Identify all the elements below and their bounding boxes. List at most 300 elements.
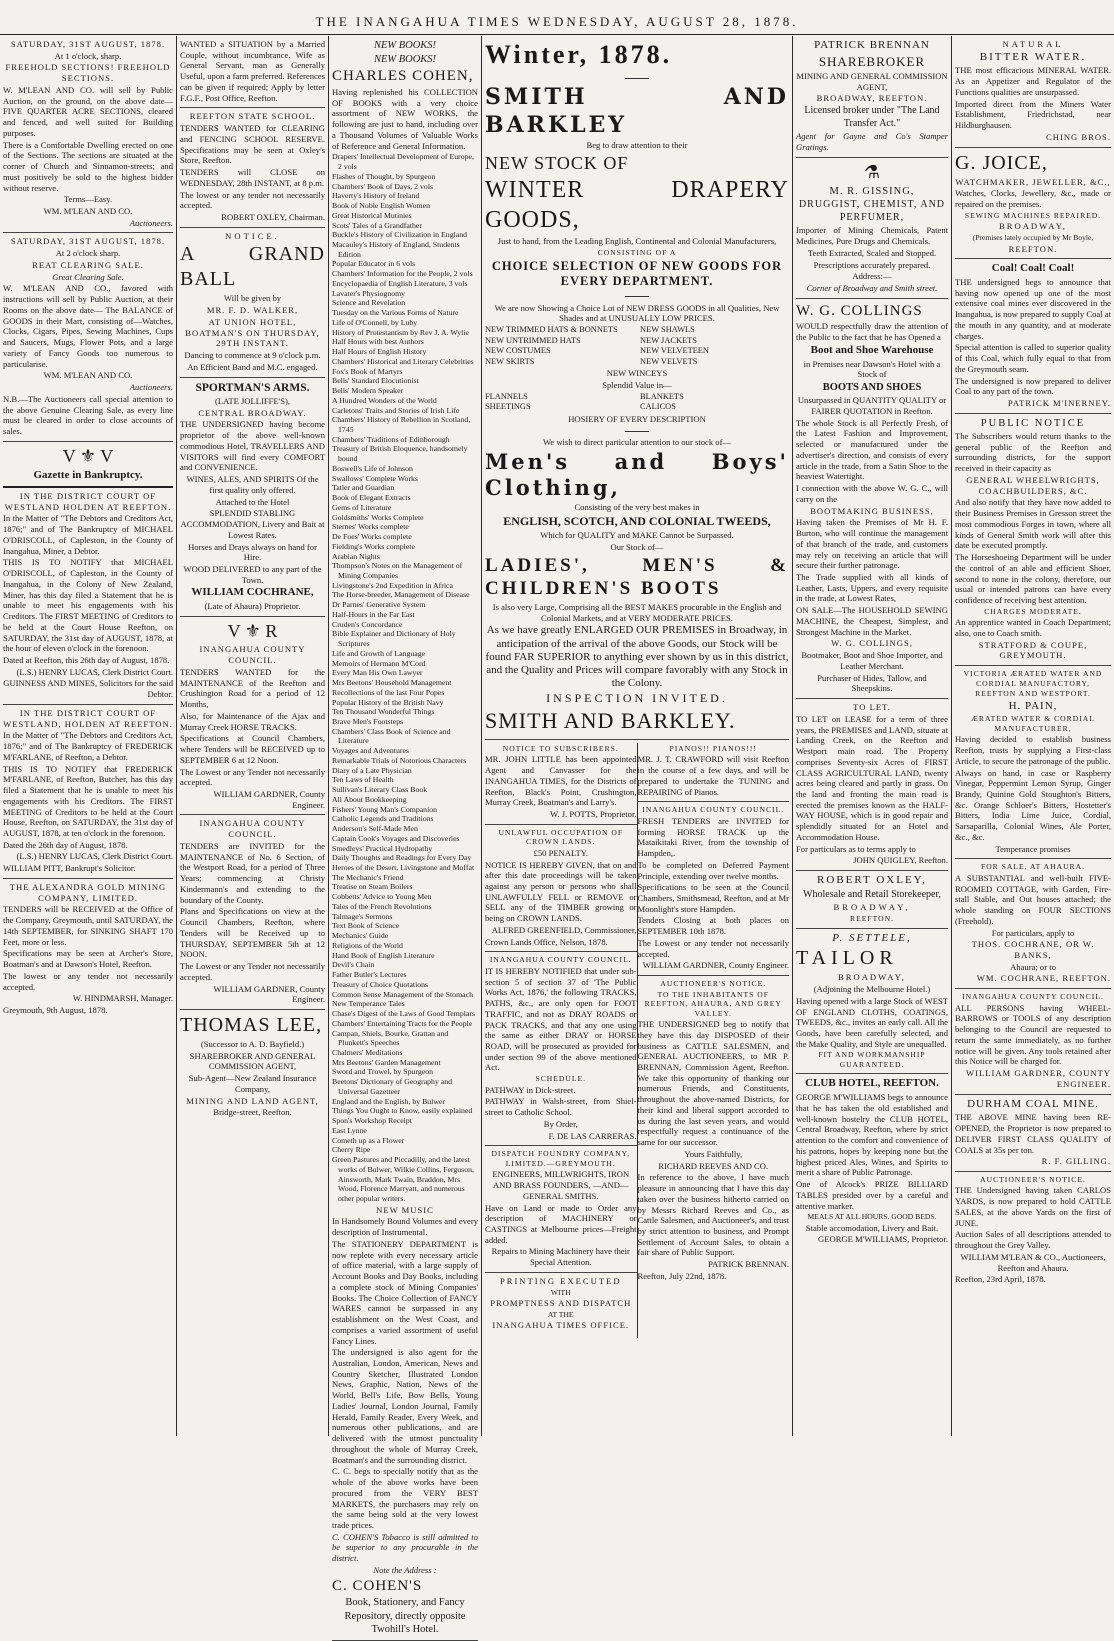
ad-note: The lowest or any tender not necessarily accepted. [180, 189, 325, 211]
ad-title: M. R. GISSING, [829, 186, 915, 198]
list-item: SHEETINGS [485, 402, 531, 412]
ad-patrick-brennan [796, 39, 948, 158]
ad-bitter-water [955, 39, 1111, 148]
ad-body: There is a Comfortable Dwelling erected on one of the Sections. The sections are situated at the corner of Church and Sinnamon-streets; and must positively be sold to the highest bidder without reserve. [3, 139, 173, 193]
ad-collings-boots [796, 302, 948, 699]
ad-body: In reference to the above, I have much pleasure in announcing that I have this day taken over the business hitherto carried on by Messrs Richard Reeves and Co., as Cattle Salesmen, and Auctioneer's, and trust by strict attention to business, and Prompt Settlement of Account Sales, to obtain a fair share of Public Support. [637, 1172, 789, 1258]
ad-gazette-bankruptcy-2 [3, 708, 173, 879]
list-item: NEW VELVETS [640, 356, 698, 366]
ad-heading: VICTORIA ÆRATED WATER AND CORDIAL MANUFACTORY, [963, 669, 1103, 688]
list-item: Anderson's Self-Made Men [332, 824, 418, 834]
list-item: The Mechanic's Friend [332, 872, 404, 882]
list-item: PATHWAY in Dick-street. [485, 1084, 576, 1095]
ad-clearing-sale [3, 236, 173, 441]
ad-body: Which for QUALITY and MAKE Cannot be Surpassed. [540, 530, 734, 541]
ad-aerated-water [955, 669, 1111, 859]
ad-body: AT UNION HOTEL, BOATMAN'S ON THURSDAY, 29TH INSTANT. [185, 316, 320, 349]
court-matter: In the Matter of "The Debtors and Creditors Act, 1876;" and of The Bankruptcy of FREDERICK M'FARLANE, of Reefton, a Debtor. [3, 730, 173, 762]
ad-signature: W. J. POTTS, Proprietor. [550, 809, 637, 820]
ad-title: BITTER WATER. [979, 50, 1087, 63]
ad-body: Is also very Large, Comprising all the BEST MAKES procurable in the English and Colonial Markets, and at VERY MODERATE PRICES. [492, 602, 782, 623]
list-item: Cometh up as a Flower [332, 1135, 405, 1145]
list-item: Great Historical Mutinies [332, 210, 412, 220]
value-list-left [485, 392, 634, 413]
ad-body: Will be given by [223, 293, 282, 304]
ad-signature: F. DE LAS CARRERAS. [548, 1130, 637, 1141]
ad-body: W. M'LEAN AND CO. will sell by Public Auction, on the ground, on the above date— FIVE QUARTER ACRE SECTIONS, cleared and fenced, and well suited for Building purposes. [3, 84, 173, 138]
section-title: Gazette in Bankruptcy. [33, 469, 143, 482]
ad-signature: WILLIAM GARDNER, County Engineer. [642, 960, 789, 971]
list-item: Ten Laws of Health [332, 775, 394, 785]
ad-title: G. JOICE, [955, 151, 1048, 174]
ad-body: Our Stock of— [610, 541, 664, 552]
ad-place: BROADWAY, REEFTON. [816, 93, 928, 104]
ad-heading: FOR SALE, AT AHAURA. [980, 862, 1086, 872]
ad-charles-cohen [332, 39, 478, 1641]
ad-body: We are now Showing a Choice Lot of NEW DRESS GOODS in all Qualities, New Shades and at UNUSUALLY LOW PRICES. [494, 302, 780, 324]
ad-body: MR. JOHN LITTLE has been appointed Agent and Canvasser for the INANGAHUA TIMES, for the Districts of Reefton, Black's Point, Crushington, Murray Creek, Boatman's and Larry's. [485, 754, 637, 808]
ad-signature: WM. M'LEAN AND CO. [43, 206, 133, 217]
ad-subheading: Wholesale and Retail Storekeeper, [803, 888, 941, 900]
ad-body: Tenders Closing at both places on SEPTEMBER 10th 1878. [637, 915, 789, 937]
ad-signature: ROBERT OXLEY, Chairman. [221, 212, 325, 223]
bottom-left [485, 743, 637, 1338]
list-item: Chambers' Historical and Literary Celebrities [332, 356, 474, 366]
list-item: NEW WINCEYS [606, 368, 668, 379]
ad-signature: WILLIAM M'LEAN & CO., Auctioneers, Reefton and Ahaura. [960, 1251, 1106, 1273]
ad-body: We wish to direct particular attention to our stock of— [542, 437, 732, 448]
ad-note: The lowest or any tender not necessarily accepted. [3, 970, 173, 992]
ad-heading: NOTICE. [225, 230, 280, 241]
list-item: Chambers' Class Book of Science and Literature [332, 726, 451, 746]
ad-title: SMITH AND BARKLEY [485, 84, 789, 138]
list-item: Religions of the World [332, 940, 403, 950]
ad-title: DURHAM COAL MINE. [967, 1097, 1099, 1110]
ad-body: Having decided to establish business Reefton, trusts by supplying a First-class Article, to secure the patronage of the public. [955, 734, 1111, 766]
list-item: Text Book of Science [332, 921, 400, 931]
royal-crest-icon: V ⚜ R [227, 620, 278, 641]
list-item: PATHWAY in Walsh-street, from Shiel-street to Catholic School. [485, 1096, 637, 1118]
list-item: Daily Thoughts and Readings for Every Day [332, 853, 472, 863]
ad-coal [955, 262, 1111, 414]
column-1 [0, 36, 176, 1436]
list-item: England and the English, by Bulwer [332, 1096, 446, 1106]
ad-body: TO LET on LEASE for a term of three years, the PREMISES and LAND, situate at Landing Creek, on the Reefton and Westport main road. The Property comprises Seventy-six Acres of FIRST CLASS AGRICULTURAL LAND, twenty acres being cleared and partly in grass. On the land and fronting the main road is erected the premises known as the HALF-WAY HOUSE, which is in good repair and splendidly situated for an Hotel and Accommodation House. [796, 713, 948, 842]
ad-signature: JOHN QUIGLEY, Reefton. [853, 855, 948, 866]
ad-heading: NEW BOOKS! [373, 54, 437, 66]
ad-body: SPLENDID STABLING ACCOMMODATION, Livery and Bait at Lowest Rates. [180, 508, 325, 540]
court-signature: (L.S.) HENRY LUCAS, Clerk District Court. [16, 851, 173, 862]
list-item: Mechanics' Guide [332, 931, 389, 941]
ad-title: Coal! Coal! Coal! [991, 262, 1075, 275]
list-item: Popular Educator in 6 vols [332, 259, 416, 269]
list-item: Livingstone's 2nd Expedition in Africa [332, 580, 453, 590]
list-item: Captain Cook's Voyages and Discoveries [332, 833, 460, 843]
ad-role: (Late of Ahaura) Proprietor. [204, 601, 301, 612]
list-item: Treasury of British Eloquence, handsomely bound [332, 444, 468, 464]
ad-heading: INANGAHUA COUNTY COUNCIL. [489, 955, 632, 965]
ad-body: Specifications to be seen at the Council Chambers, Smithsmead, Reefton, and at Mr Moonlight's store Hampden. [637, 882, 789, 914]
ad-freehold-sections [3, 39, 173, 233]
list-item: CALICOS [640, 402, 676, 412]
ad-body: The whole Stock is all Perfectly Fresh, of the Latest Fashion and Improvement, selected or manufactured under the advertiser's direction, and consists of every article in the trade, from a Satin Shoe to the heaviest Watertight. [796, 417, 948, 482]
ad-body: Address:— [852, 271, 892, 282]
list-item: De Foes' Works complete [332, 532, 412, 542]
ad-crown-lands [485, 828, 637, 953]
court-solicitor: WILLIAM PITT, Bankrupt's Solicitor. [3, 863, 136, 874]
list-item: HOSIERY OF EVERY DESCRIPTION [568, 413, 706, 424]
ad-title: W. G. COLLINGS [796, 302, 923, 319]
ad-body: Special attention is called to superior quality of this Coal, which fully equal to that from the Greymouth seam. [955, 342, 1111, 374]
ad-subheading: (LATE JOLLIFFE'S), [214, 396, 291, 406]
ad-signature: RICHARD REEVES AND CO. [658, 1160, 769, 1171]
ad-durham-coal [955, 1098, 1111, 1172]
ad-pianos [638, 744, 790, 802]
ad-subheading: Boot and Shoe Warehouse [810, 343, 934, 356]
court-solicitor: GUINNESS AND MINES, Solicitors for the said Debtor. [3, 678, 173, 700]
ad-joice-watchmaker [955, 151, 1111, 260]
list-item: Popular History of the British Navy [332, 697, 444, 707]
ad-title: SPORTMAN'S ARMS. [195, 381, 310, 394]
ad-subheading: NEW MUSIC [376, 1204, 434, 1215]
list-item: All About Bookkeeping [332, 794, 407, 804]
ad-subheading: NEW STOCK OF [485, 152, 629, 173]
ad-body: (Adjoining the Melbourne Hotel.) [813, 984, 931, 995]
ad-body: ALL PERSONS having WHEEL-BARROWS or TOOLS of any description belonging to the Council are requested to return the same immediately, as no further notice will be given. Any tools retained after this Notice will be charged for. [955, 1002, 1111, 1067]
list-item: Ten Thousand Wonderful Things [332, 707, 435, 717]
divider [3, 486, 173, 488]
ad-body: TENDERS are INVITED for the MAINTENANCE of No. 6 Section, of the Westport Road, for a period of Three Years; commencing at Christy Kindermann's and extending to the boundary of the County. [180, 840, 325, 905]
list-item: Chalmers' Meditations [332, 1047, 403, 1057]
ad-subheading: INSPECTION INVITED. [546, 691, 728, 706]
ad-subheading: ENGLISH, SCOTCH, AND COLONIAL TWEEDS, [503, 514, 771, 529]
ad-heading: THE ALEXANDRA GOLD MINING COMPANY, LIMITED. [9, 881, 167, 903]
list-item: NEW UNTRIMMED HATS [485, 335, 581, 345]
ad-subheading: SCHEDULE. [535, 1074, 587, 1084]
ad-title: CLUB HOTEL, REEFTON. [805, 1077, 939, 1090]
ad-alexandra-mining [3, 882, 173, 1020]
ad-settele-tailor [796, 932, 948, 1075]
ad-time: At 1 o'clock, sharp. [54, 50, 122, 61]
ad-body: WANTED a SITUATION by a Married Couple, without incumbrance. Wife as General Servant, man as Generally Useful, upon a farm preferred. References can be given if required; Apply by letter F.G.F., Post Office, Reefton. [180, 39, 325, 103]
ad-subheading: LADIES', MEN'S & CHILDREN'S BOOTS [485, 554, 789, 600]
ad-heading: AUCTIONEER'S NOTICE. [980, 1174, 1086, 1184]
ad-body: PROMPTNESS AND DISPATCH [490, 1298, 632, 1309]
ad-title: C. COHEN'S [332, 1577, 423, 1594]
list-item: Macauley's History of England, Students Edition [332, 240, 460, 259]
list-item: Mrs Beetons' Garden Management [332, 1057, 441, 1067]
list-item: Buckle's History of Civilization in England [332, 230, 468, 240]
ad-body: Having taken the Premises of Mr H. F. Burton, who will continue the management of that branch of the trade, and customers may rely on receiving an article that will secure their further patronage. [796, 517, 948, 571]
ad-time: At 2 o'clock sharp. [55, 248, 121, 259]
list-item: Diary of a Late Physician [332, 765, 412, 775]
goods-list-right [640, 325, 789, 367]
list-item: Father Butler's Lectures [332, 970, 407, 980]
list-item: FLANNELS [485, 391, 528, 401]
list-item: East Lynne [332, 1125, 367, 1135]
list-item: Campan, Shiels, Bourke, Grattan and Plunkett's Speeches [332, 1028, 449, 1048]
ad-heading: AUCTIONEER'S NOTICE. [660, 979, 767, 989]
ad-signature: ALFRED GREENFIELD, Commissioner, [491, 924, 637, 935]
ad-body: W. M'LEAN AND CO., favored with instructions will sell by Public Auction, at their Rooms on the above date— The BALANCE of GOODS in their Mart, consisting of—Watches, Clocks, Cigars, Pipes, Sewing Machines, Cups and Saucers, Mugs, Flower Pots, and a large variety of Fancy Goods too numerous to particularise. [3, 283, 173, 369]
ad-body: The Trade supplied with all kinds of Leather, Lasts, Uppers, and every requisite in the trade, at Lowest Rates, [796, 572, 948, 604]
list-item: Arabian Nights [332, 551, 380, 561]
ad-body: Unsurpassed in QUANTITY QUALITY or FAIRER QUOTATION in Reefton. [797, 395, 947, 416]
ad-signature: R. F. GILLING. [1041, 1156, 1111, 1167]
ad-county-council-tools [955, 992, 1111, 1094]
list-item: Beetons' Dictionary of Geography and Universal Gazetteer [332, 1077, 453, 1096]
ad-body: WOOD DELIVERED to any part of the Town. [183, 564, 322, 585]
list-item: Voyages and Adventures [332, 746, 409, 756]
ad-body: INANGAHUA TIMES OFFICE. [492, 1320, 630, 1331]
ad-body: Have on Land or made to Order any description of MACHINERY or CASTINGS at Melbourne prices—Freight added. [485, 1202, 637, 1245]
list-item: The Horse-breeder, Management of Disease [332, 590, 470, 600]
court-dated: Dated the 26th day of August, 1878. [3, 839, 128, 850]
list-item: Chambers' Information for the People, 2 vols [332, 269, 473, 279]
ad-date: SATURDAY, 31ST AUGUST, 1878. [10, 236, 166, 247]
ad-place: CENTRAL BROADWAY. [198, 407, 307, 418]
ad-heading: NEW BOOKS! [373, 40, 437, 51]
ad-place: Crown Lands Office, Nelson, 1878. [485, 936, 608, 947]
ad-heading: PRINTING EXECUTED [499, 1275, 622, 1286]
list-item: Things You Ought to Know, easily explained [332, 1106, 473, 1116]
ad-body: C. C. begs to specially notify that as the whole of the above works have been procured from the VERY BEST MARKETS, the purchasers may rely on the same being sold at the very lowest trade prices. [332, 1466, 478, 1531]
ad-signature: WM. M'LEAN AND CO. [43, 370, 133, 381]
ad-signature: WILLIAM GARDNER, COUNTY ENGINEER. [966, 1068, 1111, 1089]
ad-place: REEFTON. [1008, 243, 1058, 254]
column-5 [793, 36, 951, 1436]
ad-signature: GEORGE M'WILLIAMS, Proprietor. [818, 1234, 948, 1245]
ad-club-hotel [796, 1077, 948, 1249]
ad-body: NOTICE IS HEREBY GIVEN, that on and after this date proceedings will be taken against any person or persons who shall UNLAWFULLY FELL or REMOVE or SELL any of the TIMBER growing or being on CROWN LANDS. [485, 859, 637, 924]
ad-body: Note the Address : [373, 1564, 437, 1575]
ad-body: MR. F. D. WALKER, [206, 305, 299, 316]
list-item: Memoirs of Hermann M'Cord [332, 658, 426, 668]
list-item: Recollections of the last Four Popes [332, 687, 445, 697]
column-4 [482, 36, 792, 1436]
ad-body: Prescriptions accurately prepared. [813, 259, 931, 270]
ad-body: MEALS AT ALL HOURS. GOOD BEDS. [807, 1212, 937, 1222]
ad-title: ROBERT OXLEY, [817, 874, 927, 887]
list-item: Flashes of Thought, by Spurgeon [332, 171, 436, 181]
ad-heading: INANGAHUA COUNTY COUNCIL. [199, 644, 306, 666]
ad-signature: WILLIAM COCHRANE, [191, 586, 314, 599]
ad-subheading: £50 PENALTY. [533, 847, 588, 858]
ad-heading: NOTICE TO SUBSCRIBERS. [502, 743, 619, 753]
ad-role: Bootmaker, Boot and Shoe Importer, and Leather Merchant. [801, 650, 943, 671]
list-item: Chambers' Entertaining Tracts for the People [332, 1018, 473, 1028]
ad-heading: REEFTON STATE SCHOOL. [189, 111, 316, 122]
ad-body: By Order, [543, 1118, 578, 1129]
ad-title: PATRICK BRENNAN [814, 39, 930, 51]
ad-body: FRESH TENDERS are INVITED for forming HORSE TRACK up the Mataikitaki River, from the township of Hampden,. [637, 815, 789, 859]
list-item: Fielding's Works complete [332, 541, 415, 551]
ad-body: CONSISTING OF A [597, 248, 677, 258]
goods-list-left [485, 325, 634, 367]
list-item: Cruden's Concordance [332, 619, 403, 629]
ad-body: As we have greatly ENLARGED OUR PREMISES in Broadway, in anticipation of the arrival of the above Goods, our Stock will be found FAR SUPERIOR to anything ever shown by us in this district, and the Quality and Prices will compare favorably with any Stock in the Colony. [485, 624, 789, 690]
ad-subheading: GENERAL WHEELWRIGHTS, COACHBUILDERS, &C. [966, 474, 1100, 496]
ad-body: WITH [550, 1287, 571, 1297]
ad-body: TENDERS will CLOSE on WEDNESDAY, 28th INSTANT, at 8 p.m. [180, 167, 325, 188]
ad-heading: PIANOS!! PIANOS!!! [669, 743, 757, 753]
ad-body: An Efficient Band and M.C. engaged. [187, 361, 318, 372]
ad-body: Also, for Maintenance of the Ajax and Murray Creek HORSE TRACKS. [180, 710, 325, 732]
court-notice: THIS IS TO NOTIFY that MICHAEL O'DRISCOLL, of Capleston, in the County of Inangahua, in the Colony of New Zealand, Miner, has this day filed a Statement that he is unable to meet his engagements with his Creditors. The FIRST MEETING of Creditors to be held at the Court House Reefton, on SATURDAY, the 31st day of AUGUST, 1878, at the hour of eleven o'clock in the forenoon. [3, 557, 173, 654]
list-item: Gems of Literature [332, 502, 392, 512]
ad-heading: DISPATCH FOUNDRY COMPANY, LIMITED.—GREYMOUTH. [491, 1149, 631, 1168]
column-2 [177, 36, 328, 1436]
list-item: Half Hours with best Authors [332, 337, 424, 347]
list-item: Hand Book of English Literature [332, 950, 435, 960]
column-6 [952, 36, 1114, 1436]
list-item: Cherry Ripe [332, 1145, 371, 1155]
list-item: History of Protestantism by Rev J. A. Wylie [332, 327, 469, 337]
ad-body: Stable accomodation, Livery and Bait. [805, 1222, 939, 1233]
list-item: BLANKETS [640, 391, 684, 401]
ad-body: THE UNDERSIGNED having become proprietor of the above well-known commodious Hotel, TRAVELLERS AND VISITORS will find every COMFORT and CONVENIENCE. [180, 419, 325, 473]
ad-public-notice [955, 417, 1111, 666]
list-item: New Temperance Tales [332, 999, 405, 1009]
ad-body: FIT AND WORKMANSHIP GUARANTEED. [818, 1050, 926, 1069]
ad-date: Reefton, 23rd April, 1878. [955, 1274, 1046, 1285]
ad-county-council-westport [180, 818, 325, 1009]
ad-body: SEWING MACHINES REPAIRED. [964, 210, 1102, 220]
ad-subheading: TO THE INHABITANTS OF REEFTON, AHAURA, AND GREY VALLEY. [644, 989, 782, 1018]
list-item: NEW COSTUMES [485, 346, 551, 356]
list-item: NEW TRIMMED HATS & BONNETS [485, 325, 618, 335]
ad-place: Corner of Broadway and Smith street. [806, 282, 938, 293]
ad-title: A GRAND BALL [180, 243, 325, 291]
ad-subheading: TAILOR [796, 947, 898, 970]
list-item: Mrs Beetons' Household Management [332, 678, 452, 688]
ad-thomas-lee [180, 1013, 325, 1122]
ad-body: THE Undersigned having taken CARLOS YARDS, is now prepared to hold CATTLE SALES, at the above Yards on the first of JUNE. [955, 1185, 1111, 1228]
divider [485, 425, 789, 436]
list-item: Every Man His Own Lawyer [332, 668, 423, 678]
ad-date: Reefton, July 22nd, 1878. [637, 1270, 727, 1281]
ad-body: Dancing to commence at 9 o'clock p.m. [184, 350, 321, 361]
list-item: Heroes of the Desert, Livingstone and Moffat [332, 863, 475, 873]
list-item: Tales of the French Revolutions [332, 901, 432, 911]
ad-body: In Handsomely Bound Volumes and every description of Instrumental. [332, 1216, 478, 1238]
ad-heading: FREEHOLD SECTIONS! FREEHOLD SECTIONS. [5, 62, 171, 84]
ad-body: Yours Faithfully, [684, 1148, 743, 1159]
ad-place: REEFTON AND WESTPORT. [975, 689, 1091, 699]
ad-body: THE UNDERSIGNED beg to notify that they have this day DISPOSED of their business as CATTLE SALESMEN, and GENERAL AUCTIONEERS, to MR P. BRENNAN, Commission Agent, Reefton. We take this opportunity of thanking our numerous Friends, and Constituents, throughout the above-named Districts, for their kind and liberal support accorded to us during the last seven years, and would respectfully request a continuance of the same for our successor. [637, 1019, 789, 1148]
ad-body: A SUBSTANTIAL and well-built FIVE-ROOMED COTTAGE, with Garden, Fire-stall Stable, and Out houses attached; the whole standing on FOUR SECTIONS (Freehold). [955, 872, 1111, 926]
bottom-split [485, 743, 789, 1338]
ad-body: To be completed on Deferred Payment Principle, extending over twelve months. [637, 859, 789, 881]
list-item: Bells' Standard Elocutionist [332, 376, 419, 386]
ad-body: For particulars as to terms apply to [796, 843, 916, 854]
ad-signature: CHING BROS. [1046, 131, 1111, 142]
ad-body: TENDERS will be RECEIVED at the Office of the Company, Greymouth, until SATURDAY, the 14th SEPTEMBER, for SINKING SHAFT 170 Feet, more or less. [3, 904, 173, 947]
ad-body: Temperance promises [995, 843, 1071, 854]
ad-heading: REAT CLEARING SALE. [32, 259, 144, 270]
ad-title: THOMAS LEE, [180, 1013, 323, 1036]
list-item: Half Hours of English History [332, 347, 427, 357]
ad-body: Attached to the Hotel [215, 496, 290, 507]
ad-title: H. PAIN, [1008, 699, 1058, 712]
list-item: Half-Hours in the Far East [332, 609, 415, 619]
list-item: Devil's Chain [332, 960, 375, 970]
ad-body: Specifications may be seen at Archer's Store, Boatman's and at Dawson's Hotel, Reefton. [3, 948, 173, 970]
ad-body: THE undersigned begs to announce that having now opened up one of the most extensive coal mines ever discovered in the Inangahua, is now prepared to supply Coal at the mouth in any quantity, and at moderate charges. [955, 277, 1111, 341]
ad-body: The undersigned is also agent for the Australian, London, American, News and Country Sketcher, Illustrated London News, Graphic, Nation, News of the World, Bell's Life, Bow Bells, Young Ladies' Journal, London Journal, Family Herald, Family Reader, Every Week, and numerous other publications, and are delivered with the utmost punctuality throughout the whole of Murray Creek, Boatman's and the surrounding district. [332, 1347, 478, 1465]
ad-note: The Lowest or any tender not necessarily accepted. [637, 937, 789, 959]
court-title: IN THE DISTRICT COURT OF WESTLAND HOLDEN AT REEFTON. [4, 490, 172, 512]
ad-county-council-roads [180, 620, 325, 816]
list-item: Treasury of Choice Quotations [332, 979, 429, 989]
ad-body: MINING AND LAND AGENT, [186, 1095, 319, 1106]
ad-body: And also notify that they have now added to their Business Premises in Gresson street the most commodious Forges in town, where all kinds of General Smith work will after this date be executed promptly. [955, 497, 1111, 551]
ad-body: Auction Sales of all descriptions attended to throughout the Grey Valley. [955, 1229, 1111, 1251]
list-item: Drapers' Intellectual Development of Europe, 2 vols [332, 152, 474, 172]
ad-title: SMITH AND BARKLEY. [485, 708, 736, 734]
ad-subheading: (Successor to A. D. Bayfield.) [200, 1038, 305, 1049]
ad-note: N.B.—The Auctioneers call special attention to the above Genuine Clearing Sale, as every line must be cleared in order to close accounts of sales. [3, 393, 173, 436]
list-item: NEW SKIRTS [485, 356, 535, 366]
value-list-right [640, 392, 789, 413]
ad-signature: W. HINDMARSH, Manager. [72, 993, 173, 1004]
ad-subheading: Men's and Boys' Clothing, [485, 448, 789, 501]
ad-subheading: ÆRATED WATER & CORDIAL MANUFACTURER, [971, 714, 1095, 733]
ad-body: An apprentice wanted in Coach Department; also, one to Coach smith. [955, 617, 1111, 638]
list-item: Brave Men's Footsteps [332, 717, 404, 726]
list-item: Sternes' Works complete [332, 522, 409, 532]
list-item: Haverty's History of Ireland [332, 191, 420, 201]
ad-note: The Lowest or any Tender not necessarily accepted. [180, 766, 325, 788]
ad-body: C. COHEN'S Tobacco is still admitted to be superior to any procurable in the district. [332, 1531, 478, 1564]
ad-subheading: WATCHMAKER, JEWELLER, &C., [955, 176, 1111, 187]
ad-body: THE ABOVE MINE having been RE-OPENED, the Proprietor is now prepared to DELIVER FIRST CLASS QUALITY of COALS at 35s per ton. [955, 1112, 1111, 1155]
ad-heading: INANGAHUA COUNTY COUNCIL. [642, 805, 785, 815]
ad-body: Importer of Mining Chemicals, Patent Medicines, Pure Drugs and Chemicals. [796, 225, 948, 247]
ad-signature: STRATFORD & COUPE, GREYMOUTH. [978, 639, 1088, 661]
ad-signature: PATRICK BRENNAN. [708, 1259, 789, 1270]
ad-body: Agent for Gayne and Co's Stamper Gratings. [796, 131, 948, 152]
ad-subheading: BOOTS AND SHOES [822, 382, 922, 394]
list-item: NEW SHAWLS [640, 325, 695, 335]
ad-heading: INANGAHUA COUNTY COUNCIL. [199, 818, 306, 840]
ad-subheading: DRUGGIST, CHEMIST, AND PERFUMER, [798, 199, 946, 223]
ad-body: The Horseshoeing Department will be under the control of an able and efficient Shoer, second to none in the colony, therefore, our usual or intended patrons can have every confidence of receiving best attention. [955, 552, 1111, 605]
ad-body: IT IS HEREBY NOTIFIED that under sub-section 5 of section 37 of 'The Public Works Act, 1876,' the following TRACKS, PATHS, &c., are only open for FOOT TRAFFIC, and not as DRAY ROADS or PACK TRACKS, and that any one using the same as either DRAY or HORSE ROAD, will be prosecuted as provided for under section 99 of the above mentioned Act. [485, 965, 637, 1073]
ad-body: THE most efficacious MINERAL WATER. As an Appetizer and Regulator of the Functions qualities are unsurpassed. [955, 65, 1111, 97]
divider [485, 73, 789, 84]
list-item: Tuesday on the Various Forms of Nature [332, 308, 459, 318]
list-item: Thompson's Notes on the Management of Mining Companies [332, 561, 463, 580]
ad-body: Book, Stationery, and Fancy Repository, directly opposite Twohill's Hotel. [344, 1597, 466, 1635]
ad-place: BROADWAY, [838, 972, 906, 983]
bottom-right [638, 743, 790, 1338]
list-item: Common Sense Management of the Stomach [332, 989, 473, 999]
list-item: NEW JACKETS [640, 335, 697, 345]
ad-body: Sub-Agent—New Zealand Insurance Company, [188, 1073, 317, 1094]
ad-place: Greymouth, 9th August, 1878. [3, 1005, 108, 1015]
ad-body: Consisting of the very best makes in [574, 502, 700, 513]
ad-body: ENGINEERS, MILLWRIGHTS, IRON AND BRASS FOUNDERS, —AND— GENERAL SMITHS. [492, 1169, 630, 1201]
list-item: Fox's Book of Martyrs [332, 366, 403, 376]
ad-signature: THOS. COCHRANE, OR W. BANKS, [971, 939, 1095, 960]
ad-school-tenders [180, 111, 325, 227]
court-title: IN THE DISTRICT COURT OF WESTLAND, HOLDEN AT REEFTON. [3, 707, 173, 729]
ad-county-council-horse-track [638, 805, 790, 976]
ad-body: Having opened with a large Stock of WEST OF ENGLAND CLOTHS, COATINGS, TWEEDS, &c., invites an early call. All the Goods, have been carefully selected, and the Make Quality, and Style are unequalled. [796, 995, 948, 1049]
ad-dispatch-foundry [485, 1149, 637, 1273]
value-list [485, 392, 789, 413]
